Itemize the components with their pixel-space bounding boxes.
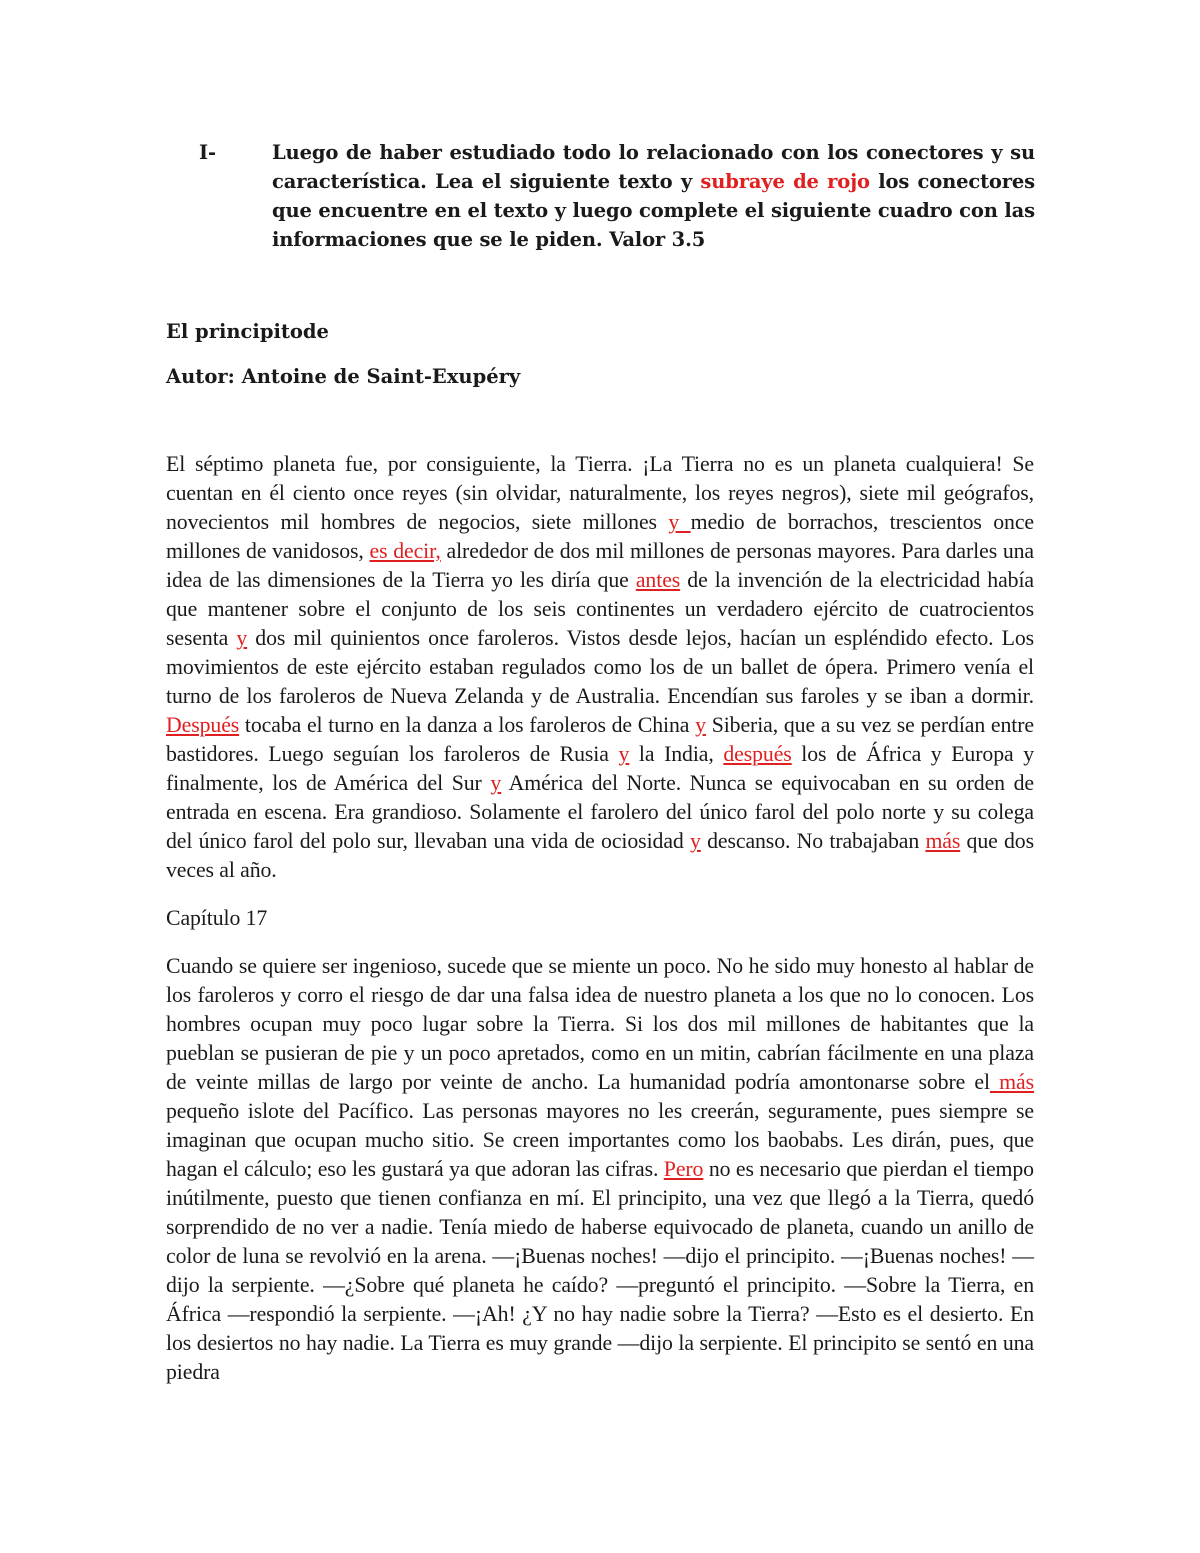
text-run: tocaba el turno en la danza a los faroleros de China [239, 713, 696, 737]
text-run: los de África y Europa y finalmente, los de América del Sur [166, 742, 1034, 795]
connector: más [925, 829, 961, 853]
instruction-highlight: subraye de rojo [700, 170, 870, 193]
text-run: no es necesario que pierdan el tiempo inútilmente, puesto que tienen confianza en mí. El principito, una vez que llegó a la Tierra, quedó sorprendido de no ver a nadie. Tenía miedo de haberse equivocado de planeta, cuando un anillo de color de luna se revolvió en la arena. —¡Buenas noches! —dijo el principito. —¡Buenas noches! —dijo la serpiente. —¿Sobre qué planeta he caído? —preguntó el principito. —Sobre la Tierra, en África —respondió la serpiente. —¡Ah! ¿Y no hay nadie sobre la Tierra? —Esto es el desierto. En los desiertos no hay nadie. La Tierra es muy grande —dijo la serpiente. El principito se sentó en una piedra [166, 1157, 1034, 1384]
text-run: alrededor de dos mil millones de personas mayores. Para darles una idea de las dimensiones de la Tierra yo les diría que [166, 539, 1034, 592]
connector: Después [166, 713, 240, 737]
connector: y [490, 771, 502, 795]
chapter-heading: Capítulo 17 [166, 906, 268, 930]
connector: y [618, 742, 630, 766]
text-run: pequeño islote del Pacífico. Las personas mayores no les creerán, seguramente, pues siempre se imaginan que ocupan mucho sitio. Se creen importantes como los baobabs. Les dirán, pues, que hagan el cálculo; eso les gustará ya que adoran las cifras. [166, 1099, 1034, 1181]
text-run: de la invención de la electricidad había que mantener sobre el conjunto de los seis continentes un verdadero ejército de cuatrocientos sesenta [166, 568, 1034, 650]
text-run: la India, [629, 742, 724, 766]
text-run: Siberia, que a su vez se perdían entre bastidores. Luego seguían los faroleros de Rusia [166, 713, 1034, 766]
book-title: El principitode [166, 320, 329, 343]
connector: es decir, [369, 539, 441, 563]
text-run: medio de borrachos, trescientos once millones de vanidosos, [166, 510, 1034, 563]
instruction-text [272, 138, 1035, 254]
text-run: Cuando se quiere ser ingenioso, sucede que se miente un poco. No he sido muy honesto al hablar de los faroleros y corro el riesgo de dar una falsa idea de nuestro planeta a los que no lo conocen. Los hombres ocupan muy poco lugar sobre la Tierra. Si los dos mil millones de habitantes que la pueblan se pusieran de pie y un poco apretados, como en un mitin, cabrían fácilmente en una plaza de veinte millas de largo por veinte de ancho. La humanidad podría amontonarse sobre el [166, 954, 1034, 1094]
paragraph-2 [166, 952, 1034, 1387]
connector: después [723, 742, 792, 766]
connector: más [989, 1070, 1034, 1094]
connector: y [236, 626, 248, 650]
text-run: dos mil quinientos once faroleros. Vistos desde lejos, hacían un espléndido efecto. Los movimientos de este ejército estaban regulados como los de un ballet de ópera. Primero venía el turno de los faroleros de Nueva Zelanda y de Australia. Encendían sus faroles y se iban a dormir. [166, 626, 1034, 708]
text-run: que dos veces al año. [166, 829, 1034, 882]
instruction-text-part1: Luego de haber estudiado todo lo relacionado con los conectores y su característica. Lea el siguiente texto y [272, 141, 1035, 193]
connector: y [668, 510, 691, 534]
text-run: descanso. No trabajaban [700, 829, 926, 853]
instruction-text-part2: los conectores que encuentre en el texto y luego complete el siguiente cuadro con las informaciones que se le piden. Valor 3.5 [272, 170, 1035, 251]
instruction-block [199, 138, 1035, 254]
connector: antes [635, 568, 681, 592]
text-run: América del Norte. Nunca se equivocaban en su orden de entrada en escena. Era grandioso. Solamente el farolero del único farol del polo norte y su colega del único farol del polo sur, llevaban una vida de ociosidad [166, 771, 1034, 853]
connector: Pero [663, 1157, 704, 1181]
author-line: Autor: Antoine de Saint-Exupéry [166, 365, 521, 388]
paragraph-1 [166, 450, 1034, 885]
connector: y [695, 713, 706, 737]
text-run: El séptimo planeta fue, por consiguiente, la Tierra. ¡La Tierra no es un planeta cualquiera! Se cuentan en él ciento once reyes (sin olvidar, naturalmente, los reyes negros), siete mil geógrafos, novecientos mil hombres de negocios, siete millones [166, 452, 1034, 534]
section-numeral: I- [199, 141, 216, 164]
connector: y [690, 829, 701, 853]
